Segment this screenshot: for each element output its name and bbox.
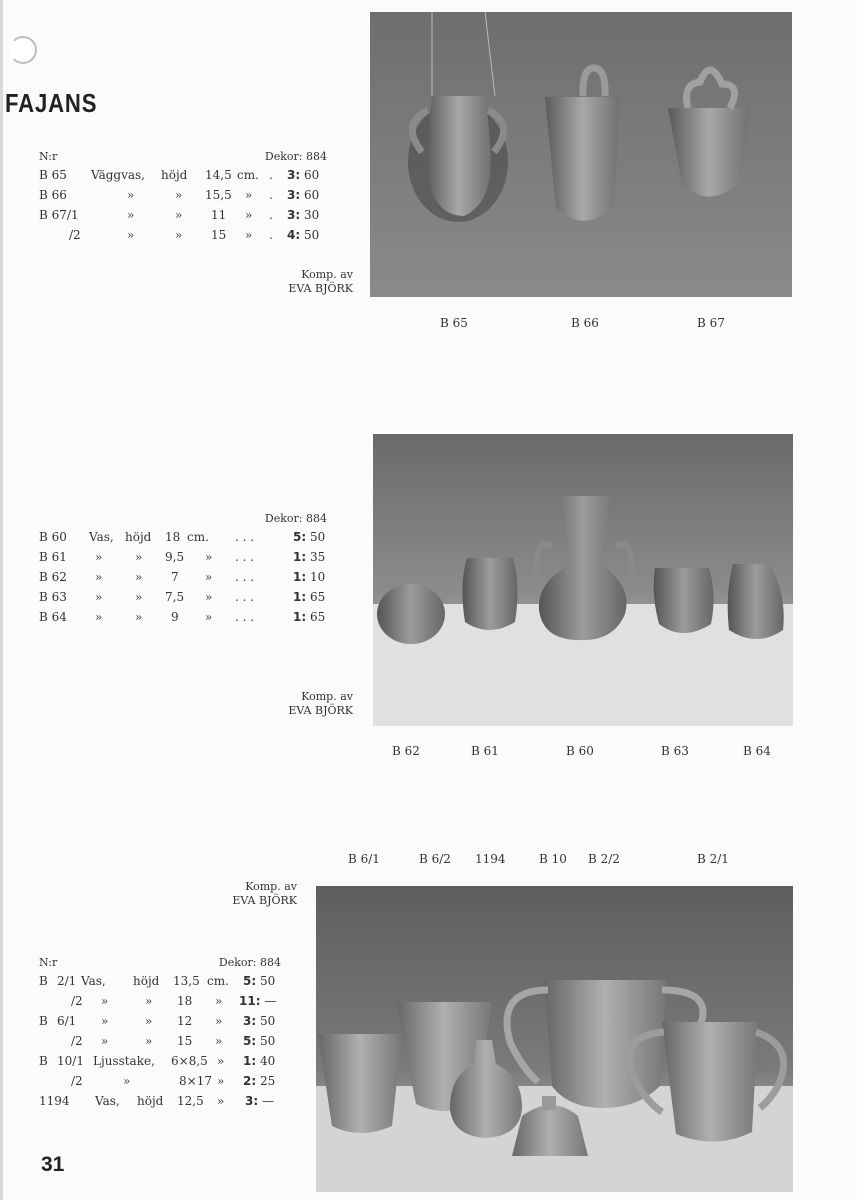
item-height-label: » <box>135 550 143 564</box>
item-dots: . <box>269 168 273 182</box>
item-name: » <box>101 994 109 1008</box>
photo-caption: B 10 <box>539 852 567 866</box>
item-number: B <box>39 1014 48 1028</box>
item-height-label: höjd <box>137 1094 164 1108</box>
item-height-label: » <box>145 994 153 1008</box>
credit-line: Komp. av <box>301 268 353 281</box>
item-unit: cm. <box>207 974 229 988</box>
item-name: Vas, <box>81 974 106 988</box>
item-name: » <box>101 1014 109 1028</box>
photo-caption: 1194 <box>475 852 506 866</box>
price-row <box>39 610 335 630</box>
item-unit: » <box>215 994 223 1008</box>
price-list-1 <box>39 150 335 248</box>
item-number: B 63 <box>39 590 67 604</box>
item-name: » <box>95 570 103 584</box>
item-size: 12 <box>177 1014 193 1028</box>
item-size: 15,5 <box>205 188 232 202</box>
item-height-label: » <box>145 1014 153 1028</box>
dekor-label: Dekor: 884 <box>264 512 327 525</box>
item-price: 3: 50 <box>243 1014 276 1028</box>
item-unit: » <box>205 590 213 604</box>
item-size: 13,5 <box>173 974 200 988</box>
item-number: B <box>39 974 48 988</box>
photo-caption: B 63 <box>661 744 689 758</box>
credit-line: Komp. av <box>245 880 297 893</box>
item-name: Vas, <box>95 1094 120 1108</box>
item-unit: » <box>215 1014 223 1028</box>
item-number: B 65 <box>39 168 67 182</box>
item-unit: » <box>217 1094 225 1108</box>
item-price: 11: — <box>239 994 277 1008</box>
photo-caption: B 62 <box>392 744 420 758</box>
item-number: /2 <box>69 228 81 242</box>
photo-caption: B 64 <box>743 744 771 758</box>
item-size: 6×8,5 <box>171 1054 208 1068</box>
designer-credit <box>253 690 353 718</box>
item-price: 5: 50 <box>243 974 276 988</box>
item-subnumber: /2 <box>71 994 83 1008</box>
item-subnumber: 2/1 <box>57 974 77 988</box>
photo-caption: B 2/1 <box>697 852 729 866</box>
item-height-label: höjd <box>161 168 188 182</box>
item-size: 9 <box>171 610 179 624</box>
item-price: 1: 65 <box>293 590 326 604</box>
photo-caption: B 67 <box>697 316 725 330</box>
price-row <box>39 1014 287 1034</box>
item-price: 5: 50 <box>293 530 326 544</box>
item-number: B <box>39 1054 48 1068</box>
photo-table-vases <box>373 434 793 726</box>
item-name: » <box>127 228 135 242</box>
item-unit: » <box>215 1034 223 1048</box>
item-unit: » <box>245 188 253 202</box>
item-name: » <box>127 208 135 222</box>
price-row <box>39 994 287 1014</box>
dekor-label: Dekor: 884 <box>218 956 281 969</box>
item-number: B 67/1 <box>39 208 79 222</box>
item-height-label: » <box>175 228 183 242</box>
price-row <box>39 228 335 248</box>
item-unit: » <box>205 570 213 584</box>
photo-caption: B 60 <box>566 744 594 758</box>
item-price: 1: 35 <box>293 550 326 564</box>
credit-name: EVA BJÖRK <box>288 282 353 295</box>
item-size: 7 <box>171 570 179 584</box>
item-size: 18 <box>177 994 193 1008</box>
price-row <box>39 550 335 570</box>
item-size: 14,5 <box>205 168 232 182</box>
item-subnumber: /2 <box>71 1034 83 1048</box>
photo-caption: B 66 <box>571 316 599 330</box>
item-number: B 62 <box>39 570 67 584</box>
photo-caption: B 65 <box>440 316 468 330</box>
item-size: 15 <box>211 228 227 242</box>
item-dots: . <box>269 188 273 202</box>
item-size: 11 <box>211 208 227 222</box>
item-name: » <box>95 610 103 624</box>
item-unit: » <box>245 228 253 242</box>
price-row <box>39 188 335 208</box>
price-row <box>39 974 287 994</box>
item-dots: . . . <box>235 550 255 564</box>
item-height-label: » <box>175 188 183 202</box>
item-name: » <box>123 1074 131 1088</box>
photo-wall-vases <box>370 12 792 297</box>
item-size: 12,5 <box>177 1094 204 1108</box>
item-size: 8×17 <box>179 1074 212 1088</box>
item-number: B 66 <box>39 188 67 202</box>
photo-caption: B 6/2 <box>419 852 451 866</box>
dekor-label: Dekor: 884 <box>264 150 327 163</box>
price-row <box>39 1074 287 1094</box>
credit-name: EVA BJÖRK <box>232 894 297 907</box>
item-subnumber: /2 <box>71 1074 83 1088</box>
price-row <box>39 530 335 550</box>
item-name: » <box>127 188 135 202</box>
item-unit: » <box>217 1074 225 1088</box>
item-dots: . <box>269 228 273 242</box>
item-name: Vas, <box>89 530 114 544</box>
item-height-label: » <box>135 590 143 604</box>
item-unit: » <box>205 610 213 624</box>
item-dots: . . . <box>235 570 255 584</box>
item-size: 7,5 <box>165 590 185 604</box>
price-row <box>39 208 335 228</box>
item-unit: cm. <box>187 530 209 544</box>
nr-label: N:r <box>39 150 58 163</box>
item-price: 1: 40 <box>243 1054 276 1068</box>
photo-caption: B 6/1 <box>348 852 380 866</box>
item-price: 5: 50 <box>243 1034 276 1048</box>
item-subnumber: 10/1 <box>57 1054 84 1068</box>
item-unit: cm. <box>237 168 259 182</box>
item-subnumber: 6/1 <box>57 1014 77 1028</box>
price-row <box>39 1094 287 1114</box>
item-unit: » <box>217 1054 225 1068</box>
item-dots: . . . <box>235 610 255 624</box>
item-height-label: » <box>135 570 143 584</box>
item-price: 1: 65 <box>293 610 326 624</box>
item-height-label: » <box>145 1034 153 1048</box>
price-row <box>39 590 335 610</box>
item-unit: » <box>205 550 213 564</box>
item-price: 1: 10 <box>293 570 326 584</box>
item-name: » <box>95 590 103 604</box>
nr-label: N:r <box>39 956 58 969</box>
item-height-label: höjd <box>133 974 160 988</box>
item-price: 3: — <box>245 1094 274 1108</box>
item-size: 18 <box>165 530 181 544</box>
item-number: B 60 <box>39 530 67 544</box>
item-dots: . <box>269 208 273 222</box>
price-list-2 <box>39 512 335 630</box>
item-number: 1194 <box>39 1094 70 1108</box>
price-row <box>39 168 335 188</box>
item-price: 3: 60 <box>287 188 320 202</box>
item-price: 3: 30 <box>287 208 320 222</box>
item-unit: » <box>245 208 253 222</box>
item-height-label: » <box>175 208 183 222</box>
item-size: 9,5 <box>165 550 185 564</box>
price-list-header <box>39 512 335 530</box>
item-name: » <box>101 1034 109 1048</box>
photo-caption: B 61 <box>471 744 499 758</box>
price-list-header <box>39 956 287 974</box>
designer-credit <box>253 268 353 296</box>
price-list-header <box>39 150 335 168</box>
item-size: 15 <box>177 1034 193 1048</box>
price-row <box>39 1054 287 1074</box>
credit-name: EVA BJÖRK <box>288 704 353 717</box>
photo-caption: B 2/2 <box>588 852 620 866</box>
page-number: 31 <box>41 1153 65 1176</box>
item-number: B 61 <box>39 550 67 564</box>
item-height-label: » <box>135 610 143 624</box>
item-number: B 64 <box>39 610 67 624</box>
price-row <box>39 570 335 590</box>
item-name: Ljusstake, <box>93 1054 155 1068</box>
photo-group-vases <box>316 886 793 1192</box>
price-row <box>39 1034 287 1054</box>
credit-line: Komp. av <box>301 690 353 703</box>
item-price: 2: 25 <box>243 1074 276 1088</box>
section-title: FAJANS <box>5 88 98 118</box>
item-dots: . . . <box>235 590 255 604</box>
designer-credit <box>197 880 297 908</box>
item-price: 4: 50 <box>287 228 320 242</box>
price-list-3 <box>39 956 287 1114</box>
item-name: Väggvas, <box>91 168 145 182</box>
punch-hole <box>9 36 37 64</box>
item-name: » <box>95 550 103 564</box>
item-dots: . . . <box>235 530 255 544</box>
item-height-label: höjd <box>125 530 152 544</box>
item-price: 3: 60 <box>287 168 320 182</box>
